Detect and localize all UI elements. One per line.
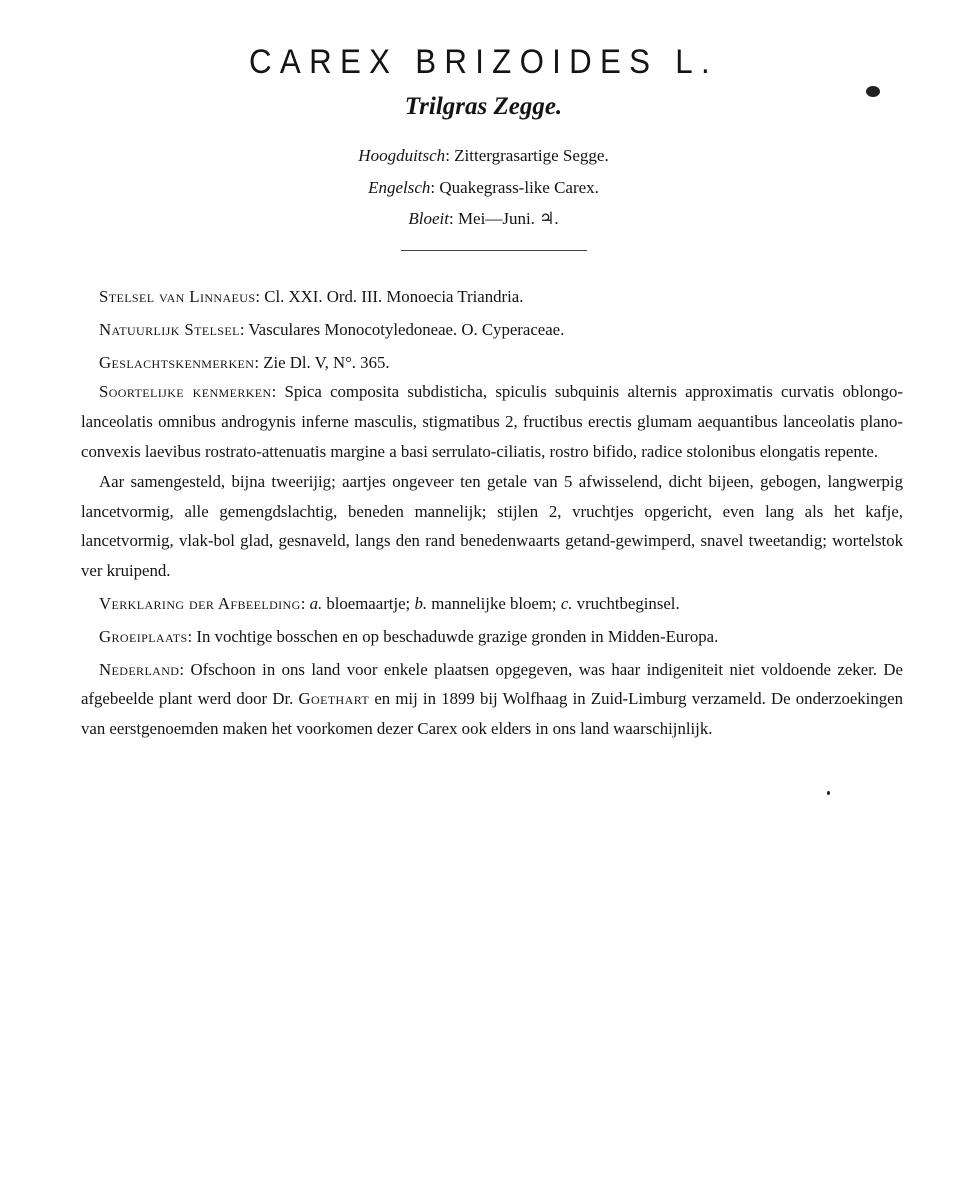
section-label: Groeiplaats (99, 626, 188, 646)
section-label: Natuurlijk Stelsel (99, 319, 240, 339)
flowering-label: Bloeit (408, 209, 449, 228)
natural-system: Natuurlijk Stelsel: Vasculares Monocotyledoneae. O. Cyperaceae. (99, 319, 565, 339)
english-label: Engelsch (368, 177, 431, 197)
species-characters: Soortelijke kenmerken: Spica composita subdisticha, spiculis subquinis alternis approximatis curvatis oblongo-lanceolatis omnibus androgynis inferne masculis, stigmatibus 2, fructibus erectis glumam aequantibus lanceolatis plano-convexis laevibus rostrato-attenuatis margine a basi serrulato-ciliatis, rostro bifido, radice stolonibus elongatis repente. (81, 382, 904, 461)
figure-letter-c: c. (560, 593, 573, 613)
section-text: Ofschoon in ons land voor enkele plaatsen opgegeven, was haar indigeniteit niet voldoende zeker. De afgebeelde plant werd door Dr. (81, 659, 903, 709)
figure-letter-b: b. (414, 593, 428, 613)
body-text (81, 282, 903, 744)
figure-text-c: vruchtbeginsel. (576, 593, 680, 613)
section-text: Spica composita subdisticha, spiculis subquinis alternis approximatis curvatis oblongo-lanceolatis omnibus androgynis inferne masculis, stigmatibus 2, fructibus erectis glumam aequantibus lanceolatis plano-convexis laevibus rostrato-attenuatis margine a basi serrulato-ciliatis, rostro bifido, radice stolonibus elongatis repente. (81, 382, 904, 461)
linnaeus-system: Stelsel van Linnaeus: Cl. XXI. Ord. III. Monoecia Triandria. (99, 287, 524, 306)
section-label: Verklaring der Afbeelding (99, 593, 301, 613)
figure-text-a: bloemaartje; (326, 593, 411, 613)
genus-characters: Geslachtskenmerken: Zie Dl. V, N°. 365. (99, 352, 390, 372)
section-text: Vasculares Monocotyledoneae. O. Cyperaceae. (248, 319, 565, 339)
section-label: Nederland (99, 659, 180, 679)
section-label: Stelsel van Linnaeus (99, 287, 256, 306)
figure-letter-a: a. (309, 593, 323, 613)
german-name: Zittergrasartige Segge. (454, 146, 609, 165)
vernacular-names (0, 140, 967, 235)
person-name: Goethart (298, 689, 370, 709)
figure-text-b: mannelijke bloem; (431, 593, 557, 613)
ink-speck (827, 791, 830, 795)
english-name-line: Engelsch: Quakegrass-like Carex. (368, 177, 599, 197)
species-title: CAREX BRIZOIDES L. (249, 43, 718, 81)
figure-explanation: Verklaring der Afbeelding: a. bloemaartje; b. mannelijke bloem; c. vruchtbeginsel. (99, 593, 680, 613)
habitat: Groeiplaats: In vochtige bosschen en op beschaduwde grazige gronden in Midden-Europa. (99, 626, 719, 646)
dutch-description: Aar samengesteld, bijna tweerijig; aartjes ongeveer ten getale van 5 afwisselend, dicht bijeen, gebogen, langwerpig lancetvormig, alle gemengdslachtig, beneden mannelijk; stijlen 2, vruchtjes opgericht, even lang als het kafje, lancetvormig, vlak-bol glad, gesnaveld, langs den rand benedenwaarts getand-gewimperd, snavel tweetandig; wortelstok ver kruipend. (81, 471, 903, 581)
section-text: In vochtige bosschen en op beschaduwde grazige gronden in Midden-Europa. (196, 626, 719, 646)
dutch-common-name: Trilgras Zegge. (404, 93, 563, 120)
section-label: Geslachtskenmerken (99, 352, 255, 372)
german-label: Hoogduitsch (358, 146, 446, 165)
section-label: Soortelijke kenmerken (99, 382, 272, 402)
english-name: Quakegrass-like Carex. (439, 177, 599, 197)
german-name-line: Hoogduitsch: Zittergrasartige Segge. (358, 146, 609, 165)
flowering-period: Mei—Juni. ♃. (457, 209, 559, 228)
section-text: Zie Dl. V, N°. 365. (263, 352, 390, 372)
section-text: Cl. XXI. Ord. III. Monoecia Triandria. (264, 287, 524, 306)
netherlands-occurrence: Nederland: Ofschoon in ons land voor enkele plaatsen opgegeven, was haar indigeniteit niet voldoende zeker. De afgebeelde plant werd door Dr. Goethart en mij in 1899 bij Wolfhaag in Zuid-Limburg verzameld. De onderzoekingen van eerstgenoemden maken het voorkomen dezer Carex ook elders in ons land waarschijnlijk. (81, 659, 903, 739)
divider-rule (401, 250, 587, 251)
flowering-line: Bloeit: Mei—Juni. ♃. (408, 209, 559, 228)
section-text: en mij in 1899 bij Wolfhaag in Zuid-Limburg verzameld. De onderzoekingen van eerstgenoemden maken het voorkomen dezer Carex ook elders in ons land waarschijnlijk. (81, 689, 903, 739)
